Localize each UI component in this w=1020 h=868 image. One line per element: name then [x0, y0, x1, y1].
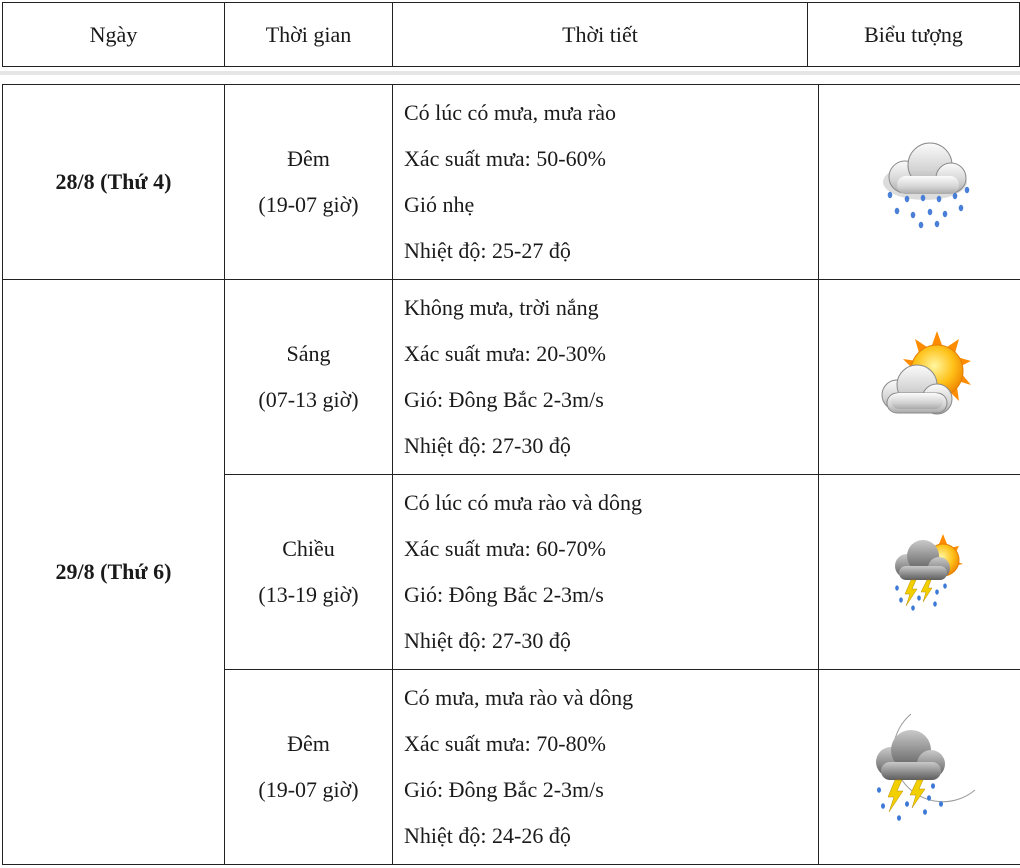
table-row: [3, 280, 1020, 475]
icon-cell: [819, 280, 1020, 475]
weather-line: Nhiệt độ: 27-30 độ: [404, 628, 571, 653]
moon-thunderstorm-icon: [867, 708, 983, 826]
period-cell: [225, 475, 393, 670]
header-icon: Biểu tượng: [808, 3, 1020, 67]
weather-cell: [393, 280, 819, 475]
period-hours: (19-07 giờ): [258, 777, 359, 802]
weather-line: Xác suất mưa: 50-60%: [404, 146, 606, 171]
period-cell: [225, 670, 393, 865]
weather-cell: [393, 670, 819, 865]
forecast-table: [2, 84, 1020, 865]
weather-line: Xác suất mưa: 70-80%: [404, 731, 606, 756]
weather-line: Gió: Đông Bắc 2-3m/s: [404, 777, 604, 802]
icon-cell: [819, 85, 1020, 280]
icon-cell: [819, 670, 1020, 865]
weather-line: Có lúc có mưa, mưa rào: [404, 100, 617, 125]
period-hours: (19-07 giờ): [258, 192, 359, 217]
weather-line: Nhiệt độ: 27-30 độ: [404, 433, 571, 458]
table-header: [2, 2, 1020, 67]
header-day: Ngày: [3, 3, 225, 67]
weather-line: Gió nhẹ: [404, 192, 475, 217]
period-cell: [225, 280, 393, 475]
period-name: Đêm: [287, 146, 330, 171]
weather-line: Xác suất mưa: 20-30%: [404, 341, 606, 366]
header-separator: [0, 71, 1020, 75]
weather-line: Có lúc có mưa rào và dông: [404, 490, 642, 515]
period-hours: (13-19 giờ): [258, 582, 359, 607]
weather-line: Gió: Đông Bắc 2-3m/s: [404, 582, 604, 607]
weather-cell: [393, 85, 819, 280]
weather-line: Nhiệt độ: 25-27 độ: [404, 238, 571, 263]
period-name: Đêm: [287, 731, 330, 756]
table-row: [3, 85, 1020, 280]
sun-thunderstorm-icon: [885, 532, 965, 612]
weather-cell: [393, 475, 819, 670]
header-row: [3, 3, 1020, 67]
period-name: Sáng: [286, 341, 331, 366]
weather-line: Nhiệt độ: 24-26 độ: [404, 823, 571, 848]
weather-line: Xác suất mưa: 60-70%: [404, 536, 606, 561]
period-hours: (07-13 giờ): [258, 387, 359, 412]
period-name: Chiều: [282, 536, 335, 561]
sun-cloud-icon: [875, 329, 975, 425]
icon-cell: [819, 475, 1020, 670]
weather-line: Gió: Đông Bắc 2-3m/s: [404, 387, 604, 412]
weather-line: Có mưa, mưa rào và dông: [404, 685, 634, 710]
day-cell: 29/8 (Thứ 6): [3, 280, 225, 865]
header-time: Thời gian: [225, 3, 393, 67]
rain-cloud-icon: [875, 132, 975, 232]
period-cell: [225, 85, 393, 280]
day-cell: 28/8 (Thứ 4): [3, 85, 225, 280]
header-weather: Thời tiết: [393, 3, 808, 67]
weather-line: Không mưa, trời nắng: [404, 295, 599, 320]
